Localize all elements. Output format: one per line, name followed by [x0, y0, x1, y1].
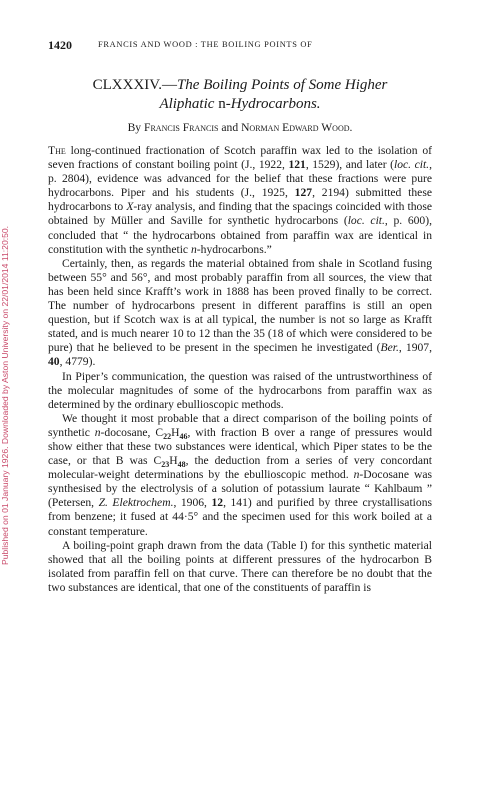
- text-run: , the deduction from a series of very concordant molecular-weight determinations by the ebullioscopic method.: [48, 454, 432, 482]
- text-run: In Piper’s communication, the question was raised of the untrustworthiness of the molecular magnitudes of some of the hydrocarbons from paraffin wax as determined by the ordinary ebullioscopic methods.: [48, 369, 432, 411]
- text-run: Certainly, then, as regards the material obtained from shale in Scotland fusing between 55° and 56°, and most probably paraffin from all sources, the view that has been held since Krafft’s work in 1888 has been proved finally to be correct. The number of hydrocarbons present in different paraffins is still an open question, but if Scotch wax is at all typical, the number is not so large as Krafft stated, and is much nearer 10 to 12 than the 35 (18 of which were considered to be pure) that he believed to be present in the specimen he investigated (: [48, 256, 432, 355]
- text-run: -docosane, C: [100, 425, 164, 439]
- text-run: , 1907,: [398, 341, 432, 355]
- volume-number: 12: [211, 496, 224, 510]
- text-run: -Docosane was synthesised by the electrolysis of a solution of potassium laurate “ Kahlbaum ” (Petersen,: [48, 468, 432, 510]
- paragraph-3: [48, 370, 432, 412]
- download-watermark: Published on 01 January 1926. Downloaded by Aston University on 22/01/2014 11:20:50.: [0, 225, 10, 565]
- text-run: , 2194) submitted these hydrocarbons to: [48, 186, 432, 214]
- running-head: FRANCIS AND WOOD : THE BOILING POINTS OF: [98, 40, 313, 49]
- italic-symbol: n: [353, 468, 360, 482]
- author-1: Francis Francis: [144, 121, 219, 134]
- volume-number: 121: [288, 158, 306, 172]
- page-header: [48, 38, 432, 52]
- formula-subscript: 23: [161, 460, 170, 470]
- text-run: , 1529), and later (: [305, 158, 394, 172]
- text-run: We thought it most probable that a direct comparison of the boiling points of synthetic: [48, 411, 432, 439]
- paragraph-4: [48, 412, 432, 539]
- article-title: [48, 76, 432, 114]
- paragraph-5: [48, 539, 432, 595]
- italic-symbol: n: [190, 242, 197, 256]
- citation-italic: Z. Elektrochem.: [98, 496, 174, 510]
- page-number: 1420: [48, 38, 72, 52]
- text-run: , 4779).: [59, 355, 96, 369]
- citation-italic: loc. cit.: [394, 158, 430, 172]
- byline-prefix: By: [127, 121, 142, 134]
- paragraph-1: [48, 144, 432, 257]
- title-line-1: CLXXXIV.—The Boiling Points of Some Higher: [92, 77, 388, 93]
- italic-symbol: X: [126, 200, 134, 214]
- byline-and: and: [221, 121, 239, 134]
- lead-word: The: [48, 144, 66, 157]
- formula-subscript: 46: [179, 431, 188, 441]
- formula-subscript: 48: [177, 460, 186, 470]
- volume-number: 40: [48, 355, 60, 369]
- paragraph-2: [48, 257, 432, 370]
- text-run: H: [171, 425, 180, 439]
- citation-italic: Ber.: [380, 341, 399, 355]
- text-run: , 141) and purified by three crystallisations from benzene; it fused at 44·5° and the specimen used for this work boiled at a constant temperature.: [48, 496, 433, 538]
- volume-number: 127: [294, 186, 313, 200]
- title-line-2: Aliphatic n-Hydrocarbons.: [159, 96, 321, 112]
- text-run: -hydrocarbons.”: [196, 242, 272, 256]
- byline: [48, 121, 432, 134]
- text-run: , p. 2804), evidence was advanced for the belief that these fractions were pure hydrocarbons. Piper and his students (J., 1925,: [48, 158, 432, 200]
- article-body: [48, 144, 432, 595]
- text-run: A boiling-point graph drawn from the data (Table I) for this synthetic material showed that all the boiling points at different pressures of the hydrocarbon B isolated from paraffin fell on that curve. There can therefore be no doubt that the two substances are identical, that one of the constituents of paraffin is: [48, 538, 432, 594]
- author-2: Norman Edward Wood.: [241, 121, 353, 134]
- text-run: , p. 600), concluded that “ the hydrocarbons obtained from paraffin wax are identical in constitution with the synthetic: [48, 214, 432, 256]
- citation-italic: loc. cit.: [347, 214, 385, 228]
- text-run: long-continued fractionation of Scotch paraffin wax led to the isolation of seven fractions of constant boiling point (J., 1922,: [48, 144, 432, 172]
- italic-symbol: n: [94, 425, 101, 439]
- text-run: , with fraction B over a range of pressures would show either that these two substances were identical, which Piper states to be the case, or that B was C: [48, 425, 433, 468]
- text-run: , 1906,: [173, 496, 207, 510]
- text-run: -ray analysis, and finding that the spacings coincided with those obtained by Müller and Saville for synthetic hydrocarbons (: [48, 200, 432, 228]
- formula-subscript: 22: [163, 431, 172, 441]
- text-run: H: [169, 454, 178, 468]
